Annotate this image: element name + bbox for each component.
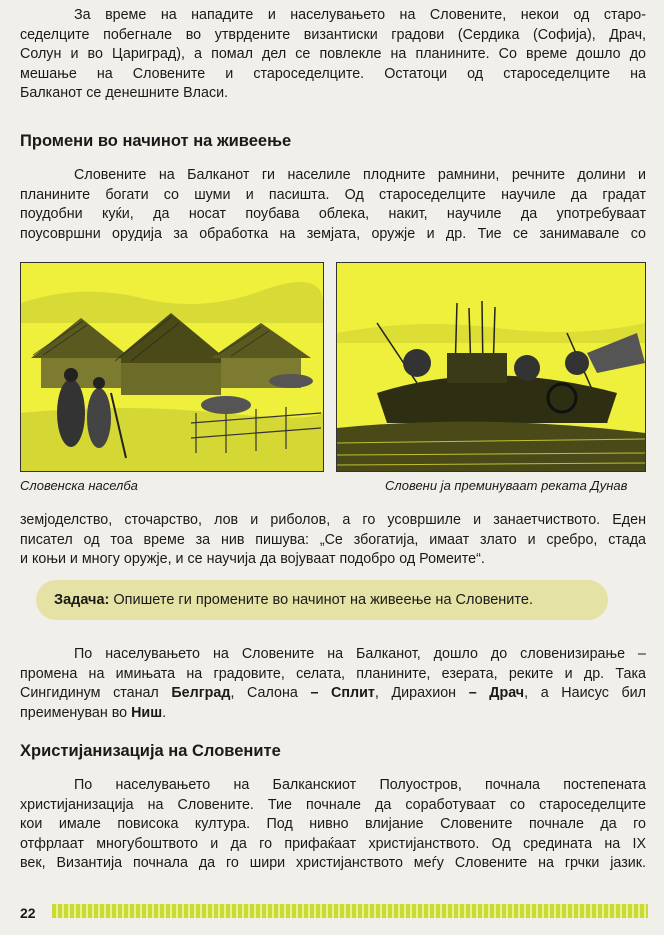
footer-decorative-bar bbox=[52, 904, 648, 918]
text-line: мешање на Словените и староседелците. Остатоци од староседелците на bbox=[20, 65, 646, 82]
text-line bbox=[20, 684, 646, 704]
text-line bbox=[20, 704, 646, 724]
city-name: Ниш bbox=[131, 704, 163, 721]
text-line: Балканот се денешните Власи. bbox=[20, 85, 229, 102]
city-name: – Драч bbox=[468, 685, 525, 702]
text-line: промена на имињата на градовите, селата, планините, езерата, реките и др. Така bbox=[20, 665, 646, 682]
text-line: планините богати со шуми и пасишта. Од староседелците научиле да градат bbox=[20, 186, 646, 203]
slavic-settlement-illustration bbox=[20, 262, 324, 472]
slavicization-paragraph bbox=[20, 645, 646, 723]
text-run: . bbox=[162, 704, 167, 721]
section-heading-lifestyle: Промени во начинот на живеење bbox=[20, 132, 292, 150]
text-line: По населувањето на Словените на Балканот, дошло до словенизирање – bbox=[74, 646, 646, 662]
task-box bbox=[36, 580, 608, 620]
text-line: поудобни куќи, да носат поубава облека, накит, научиле да употребуваат bbox=[20, 206, 646, 223]
text-run: , Дирахион bbox=[374, 685, 469, 702]
text-line: кои имале повисока култура. Под нивно влијание Словените почнале да го bbox=[20, 816, 646, 833]
lifestyle-paragraph bbox=[20, 166, 646, 244]
text-line: христијанизација на Словените. Тие почнале да соработуваат со староседелците bbox=[20, 796, 646, 813]
text-line: По населувањето на Балканскиот Полуостров, почнала постепената bbox=[74, 777, 646, 793]
intro-paragraph bbox=[20, 6, 646, 104]
section-heading-christianization: Христијанизација на Словените bbox=[20, 742, 281, 760]
text-line: век, Византија почнала да го шири христијанството меѓу Словените на грчки јазик. bbox=[20, 855, 646, 872]
city-name: – Сплит bbox=[310, 685, 375, 702]
text-run: Сингидинум станал bbox=[20, 685, 172, 702]
page-number: 22 bbox=[20, 905, 36, 921]
danube-crossing-illustration bbox=[336, 262, 646, 472]
right-figure-caption: Словени ја преминуваат реката Дунав bbox=[385, 478, 628, 493]
city-name: Белград bbox=[171, 685, 231, 702]
text-line: поусовршни орудија за обработка на земјата, оружје и др. Тие се занимавале со bbox=[20, 225, 646, 242]
text-line: За време на нападите и населувањето на Словените, некои од старо- bbox=[74, 7, 646, 23]
text-line: Словените на Балканот ги населиле плодните рамнини, речните долини и bbox=[74, 167, 646, 183]
text-line: отфрлаат многубоштвото и да го прифаќаат христијанството. Од средината на IX bbox=[20, 835, 646, 852]
text-line: и коњи и многу оружје, и се научија да војуваат подобро од Ромеите“. bbox=[20, 551, 485, 568]
text-run: преименуван во bbox=[20, 704, 132, 721]
left-figure-caption: Словенска населба bbox=[20, 478, 138, 493]
text-run: , а Наисус бил bbox=[524, 685, 646, 702]
text-line: седелците побегнале во утврдените византиски градови (Сердика (Софија), Драч, bbox=[20, 26, 646, 43]
text-run: , Салона bbox=[230, 685, 311, 702]
text-line: земјоделство, сточарство, лов и риболов, а го усовршиле и занаетчиството. Еден bbox=[20, 512, 646, 528]
christianization-paragraph bbox=[20, 776, 646, 874]
text-line: писател од тоа време за нив пишува: „Се збогатија, имаат злато и сребро, стада bbox=[20, 531, 646, 548]
crafts-paragraph bbox=[20, 511, 646, 570]
task-label: Задача: bbox=[54, 592, 110, 608]
task-text: Опишете ги промените во начинот на живеење на Словените. bbox=[113, 592, 533, 608]
text-line: Солун и во Цариград), а помал дел се повлекле на планините. Со време дошло до bbox=[20, 46, 646, 63]
